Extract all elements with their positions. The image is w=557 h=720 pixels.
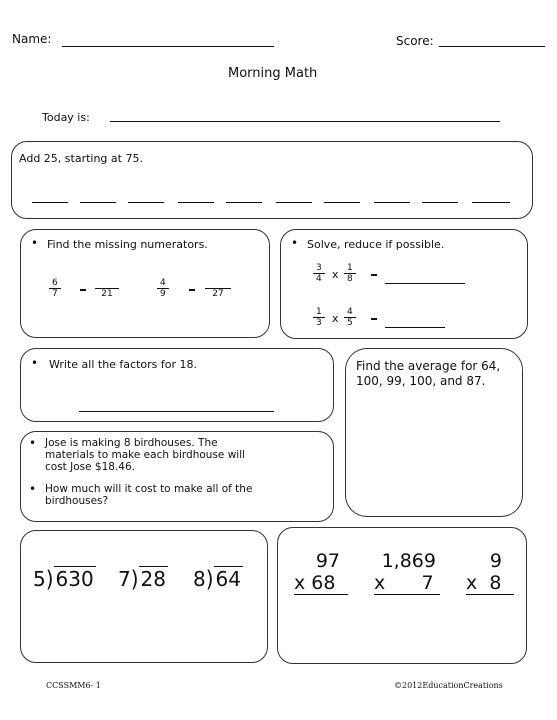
division-box xyxy=(20,530,268,663)
solve-box xyxy=(280,229,528,339)
name-label: Name: xyxy=(12,32,52,46)
numerators-prompt: Find the missing numerators. xyxy=(47,238,208,251)
numerators-box xyxy=(20,229,270,338)
multiplication-box xyxy=(277,527,527,664)
today-label: Today is: xyxy=(42,111,90,124)
multiplication-problem xyxy=(294,550,348,595)
page-title: Morning Math xyxy=(228,66,318,81)
average-box xyxy=(345,348,523,517)
answer-blank[interactable] xyxy=(374,202,410,203)
fraction xyxy=(313,307,325,328)
birdhouse-question: How much will it cost to make all of the birdhouses? xyxy=(45,483,253,507)
numerator: 3 xyxy=(316,263,322,273)
bullet: • xyxy=(31,236,39,250)
score-label: Score: xyxy=(396,34,434,48)
answer-blank[interactable] xyxy=(32,202,68,203)
factors-answer-blank[interactable] xyxy=(79,411,274,412)
numerator: 4 xyxy=(160,278,166,288)
equals-mark xyxy=(80,289,86,291)
answer-blank[interactable] xyxy=(226,202,262,203)
denominator: 7 xyxy=(52,289,58,299)
birdhouse-box xyxy=(20,431,334,522)
numerator: 1 xyxy=(316,307,322,317)
count-by-box xyxy=(11,141,533,219)
today-field[interactable] xyxy=(110,121,500,122)
denominator: 27 xyxy=(212,289,224,299)
equals-mark xyxy=(189,289,195,291)
fraction xyxy=(344,263,356,284)
denominator: 9 xyxy=(160,289,166,299)
divisor: 7 xyxy=(118,567,131,591)
divisor: 8 xyxy=(193,567,206,591)
numerator: 4 xyxy=(347,307,353,317)
equals-mark xyxy=(371,318,377,320)
division-problem: 5) 630 xyxy=(33,565,94,593)
divisor: 5 xyxy=(33,567,46,591)
answer-blank[interactable] xyxy=(385,283,465,284)
factors-prompt: Write all the factors for 18. xyxy=(49,358,198,371)
top-number: 9 xyxy=(489,550,502,572)
answer-blank[interactable] xyxy=(422,202,458,203)
answer-blank[interactable] xyxy=(385,327,445,328)
answer-blank[interactable] xyxy=(178,202,214,203)
times-sign: x xyxy=(332,312,339,325)
top-number: 1,869 xyxy=(381,550,436,572)
score-field[interactable] xyxy=(439,46,545,47)
denominator: 8 xyxy=(347,274,353,284)
bullet: • xyxy=(29,436,37,450)
multiplication-problem xyxy=(374,550,440,595)
fraction xyxy=(157,278,169,299)
division-problem: 7) 28 xyxy=(118,565,166,593)
answer-blank[interactable] xyxy=(472,202,510,203)
bottom-number: x 7 xyxy=(374,572,440,595)
multiplication-problem xyxy=(466,550,514,595)
dividend: 64 xyxy=(215,567,241,591)
name-field[interactable] xyxy=(62,46,274,47)
count-prompt: Add 25, starting at 75. xyxy=(19,152,143,165)
division-problem: 8) 64 xyxy=(193,565,241,593)
dividend: 630 xyxy=(55,567,94,591)
denominator: 5 xyxy=(347,318,353,328)
factors-box xyxy=(20,348,334,422)
fraction xyxy=(344,307,356,328)
footer-copyright: ©2012EducationCreations xyxy=(394,681,503,690)
bullet: • xyxy=(29,482,37,496)
answer-blank[interactable] xyxy=(324,202,360,203)
average-prompt: Find the average for 64, 100, 99, 100, and 87. xyxy=(356,359,501,388)
top-number: 97 xyxy=(315,550,340,572)
bottom-number: x 8 xyxy=(466,572,514,595)
bottom-number: x 68 xyxy=(294,572,348,595)
solve-prompt: Solve, reduce if possible. xyxy=(307,238,445,251)
fraction xyxy=(205,278,231,299)
denominator: 4 xyxy=(316,274,322,284)
fraction xyxy=(313,263,325,284)
numerator: 1 xyxy=(347,263,353,273)
denominator: 3 xyxy=(316,318,322,328)
bullet: • xyxy=(291,236,299,250)
answer-blank[interactable] xyxy=(80,202,116,203)
numerator: 6 xyxy=(52,278,58,288)
birdhouse-text: Jose is making 8 birdhouses. The materials to make each birdhouse will cost Jose $18.46. xyxy=(45,437,246,473)
bullet: • xyxy=(31,356,39,370)
answer-blank[interactable] xyxy=(276,202,312,203)
fraction xyxy=(49,278,61,299)
footer-code: CCSSMM6- 1 xyxy=(46,681,101,690)
answer-blank[interactable] xyxy=(128,202,164,203)
fraction xyxy=(95,278,119,299)
numerator-blank[interactable] xyxy=(214,278,223,288)
times-sign: x xyxy=(332,268,339,281)
dividend: 28 xyxy=(140,567,166,591)
equals-mark xyxy=(371,274,377,276)
denominator: 21 xyxy=(101,289,113,299)
numerator-blank[interactable] xyxy=(103,278,112,288)
